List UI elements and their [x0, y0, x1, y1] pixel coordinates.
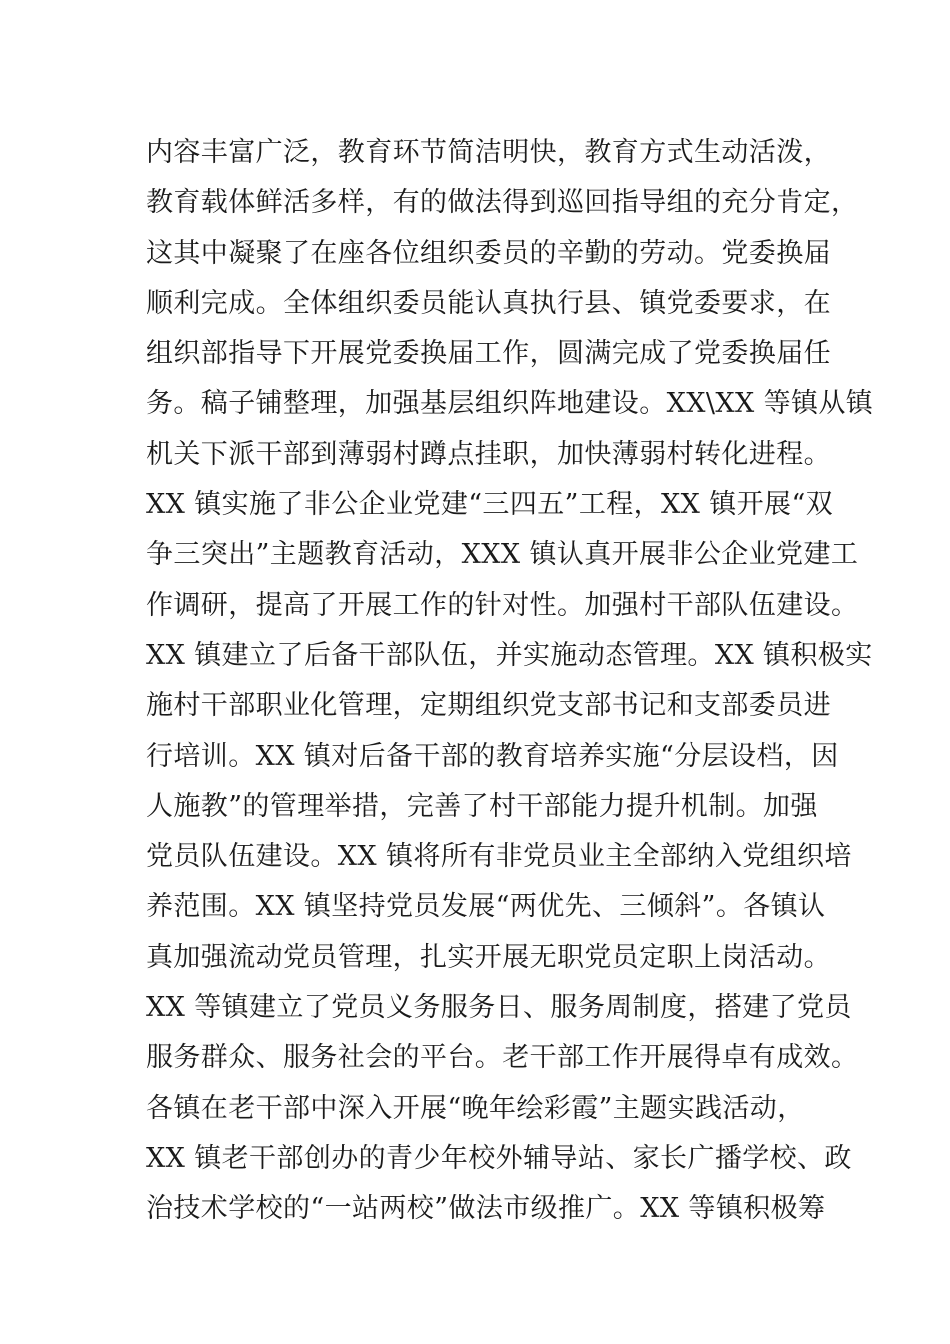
text-line-21: XX 镇老干部创办的青少年校外辅导站、家长广播学校、政	[146, 1142, 852, 1174]
text-line-8: XX 镇实施了非公企业党建“三四五”工程，XX 镇开展“双	[146, 489, 834, 521]
text-line-15: 党员队伍建设。XX 镇将所有非党员业主全部纳入党组织培	[146, 841, 852, 873]
text-line-6: 务。稿子铺整理，加强基层组织阵地建设。XX\XX 等镇从镇	[146, 388, 874, 420]
text-line-13: 行培训。XX 镇对后备干部的教育培养实施“分层设档，因	[146, 740, 839, 772]
text-line-20: 各镇在老干部中深入开展“晚年绘彩霞”主题实践活动，	[146, 1092, 805, 1124]
text-line-14: 人施教”的管理举措，完善了村干部能力提升机制。加强	[146, 790, 818, 822]
text-line-11: XX 镇建立了后备干部队伍，并实施动态管理。XX 镇积极实	[146, 639, 873, 671]
text-line-17: 真加强流动党员管理，扎实开展无职党员定职上岗活动。	[146, 941, 831, 973]
text-line-9: 争三突出”主题教育活动，XXX 镇认真开展非公企业党建工	[146, 539, 859, 571]
text-line-19: 服务群众、服务社会的平台。老干部工作开展得卓有成效。	[146, 1042, 859, 1074]
text-line-1: 内容丰富广泛，教育环节简洁明快，教育方式生动活泼，	[146, 137, 831, 168]
text-line-22: 治技术学校的“一站两校”做法市级推广。XX 等镇积极筹	[146, 1193, 826, 1225]
text-line-7: 机关下派干部到薄弱村蹲点挂职，加快薄弱村转化进程。	[146, 438, 831, 470]
body-text	[146, 128, 874, 1235]
text-line-18: XX 等镇建立了党员义务服务日、服务周制度，搭建了党员	[146, 992, 852, 1024]
text-line-10: 作调研，提高了开展工作的针对性。加强村干部队伍建设。	[146, 589, 859, 621]
text-line-4: 顺利完成。全体组织委员能认真执行县、镇党委要求，在	[146, 287, 831, 319]
text-line-16: 养范围。XX 镇坚持党员发展“两优先、三倾斜”。各镇认	[146, 891, 826, 923]
text-line-12: 施村干部职业化管理，定期组织党支部书记和支部委员进	[146, 690, 831, 722]
text-line-5: 组织部指导下开展党委换届工作，圆满完成了党委换届任	[146, 338, 831, 370]
text-line-3: 这其中凝聚了在座各位组织委员的辛勤的劳动。党委换届	[146, 237, 831, 269]
text-line-2: 教育载体鲜活多样，有的做法得到巡回指导组的充分肯定，	[146, 187, 859, 219]
